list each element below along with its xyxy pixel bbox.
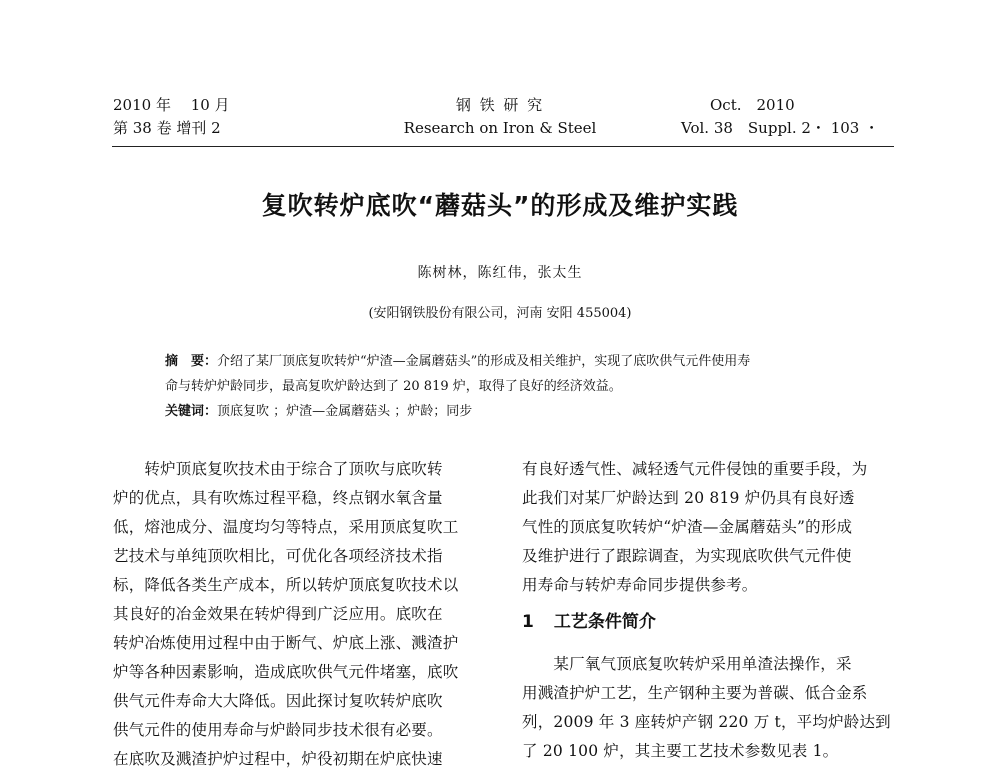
- left-line: 供气元件的使用寿命与炉龄同步技术很有必要。: [113, 721, 443, 739]
- left-line: 转炉冶炼使用过程中由于断气、炉底上涨、溅渣护: [113, 634, 459, 652]
- abstract-label: 摘 要：: [165, 354, 218, 369]
- header-date-en: Oct. 2010: [710, 96, 795, 114]
- left-line: 供气元件寿命大大降低。因此探讨复吹转炉底吹: [113, 692, 443, 710]
- abstract-line-2: 命与转炉炉龄同步，最高复吹炉龄达到了 20 819 炉，取得了良好的经济效益。: [165, 379, 622, 394]
- right-line: 及维护进行了跟踪调查，为实现底吹供气元件使: [522, 547, 852, 565]
- header-date-cn: 2010 年 10 月: [113, 96, 230, 114]
- header-volume-cn: 第 38 卷 增刊 2: [113, 119, 221, 137]
- section-number: 1: [522, 612, 534, 632]
- left-line: 其良好的冶金效果在转炉得到广泛应用。底吹在: [113, 605, 443, 623]
- affiliation: (安阳钢铁股份有限公司，河南 安阳 455004): [368, 306, 632, 321]
- left-line: 炉等各种因素影响，造成底吹供气元件堵塞，底吹: [113, 663, 459, 681]
- left-line: 低，熔池成分、温度均匀等特点，采用顶底复吹工: [113, 518, 459, 536]
- left-line: 转炉顶底复吹技术由于综合了顶吹与底吹转: [113, 460, 443, 478]
- keywords-label: 关键词：: [165, 404, 218, 419]
- header-journal-cn: 钢 铁 研 究: [455, 96, 545, 114]
- keywords: [165, 402, 472, 422]
- right-line: 某厂氧气顶底复吹转炉采用单渣法操作，采: [522, 655, 852, 673]
- authors: 陈树林，陈红伟，张太生: [417, 265, 583, 281]
- right-line: 有良好透气性、减轻透气元件侵蚀的重要手段，为: [522, 460, 868, 478]
- header-rule: [112, 146, 894, 147]
- right-line: 了 20 100 炉，其主要工艺技术参数见表 1。: [522, 742, 839, 760]
- paper-title: 复吹转炉底吹“蘑菇头”的形成及维护实践: [261, 191, 739, 220]
- left-line: 艺技术与单纯顶吹相比，可优化各项经济技术指: [113, 547, 443, 565]
- section-title: 工艺条件简介: [553, 612, 656, 632]
- right-line: 气性的顶底复吹转炉“炉渣—金属蘑菇头”的形成: [522, 518, 853, 536]
- right-column-bottom: [522, 650, 898, 766]
- keywords-text: 顶底复吹 ；炉渣—金属蘑菇头 ；炉龄；同步: [217, 404, 473, 419]
- left-line: 炉的优点，具有吹炼过程平稳，终点钢水氧含量: [113, 489, 443, 507]
- header-volume-en: Vol. 38 Suppl. 2・ 103 ・: [681, 119, 880, 137]
- section-heading: [522, 607, 656, 632]
- abstract-line-1: 介绍了某厂顶底复吹转炉“炉渣—金属蘑菇头”的形成及相关维护，实现了底吹供气元件使用寿: [217, 354, 751, 369]
- abstract: [165, 352, 750, 372]
- right-line: 列，2009 年 3 座转炉产钢 220 万 t，平均炉龄达到: [522, 713, 891, 731]
- right-line: 用溅渣护炉工艺，生产钢种主要为普碳、低合金系: [522, 684, 868, 702]
- left-line: 标，降低各类生产成本，所以转炉顶底复吹技术以: [113, 576, 459, 594]
- right-line: 此我们对某厂炉龄达到 20 819 炉仍具有良好透: [522, 489, 855, 507]
- left-column: [113, 455, 489, 774]
- header-journal-en: Research on Iron & Steel: [403, 119, 597, 137]
- right-line: 用寿命与转炉寿命同步提供参考。: [522, 576, 758, 594]
- right-column-top: [522, 455, 898, 600]
- left-line: 在底吹及溅渣护炉过程中，炉役初期在炉底快速: [113, 750, 443, 768]
